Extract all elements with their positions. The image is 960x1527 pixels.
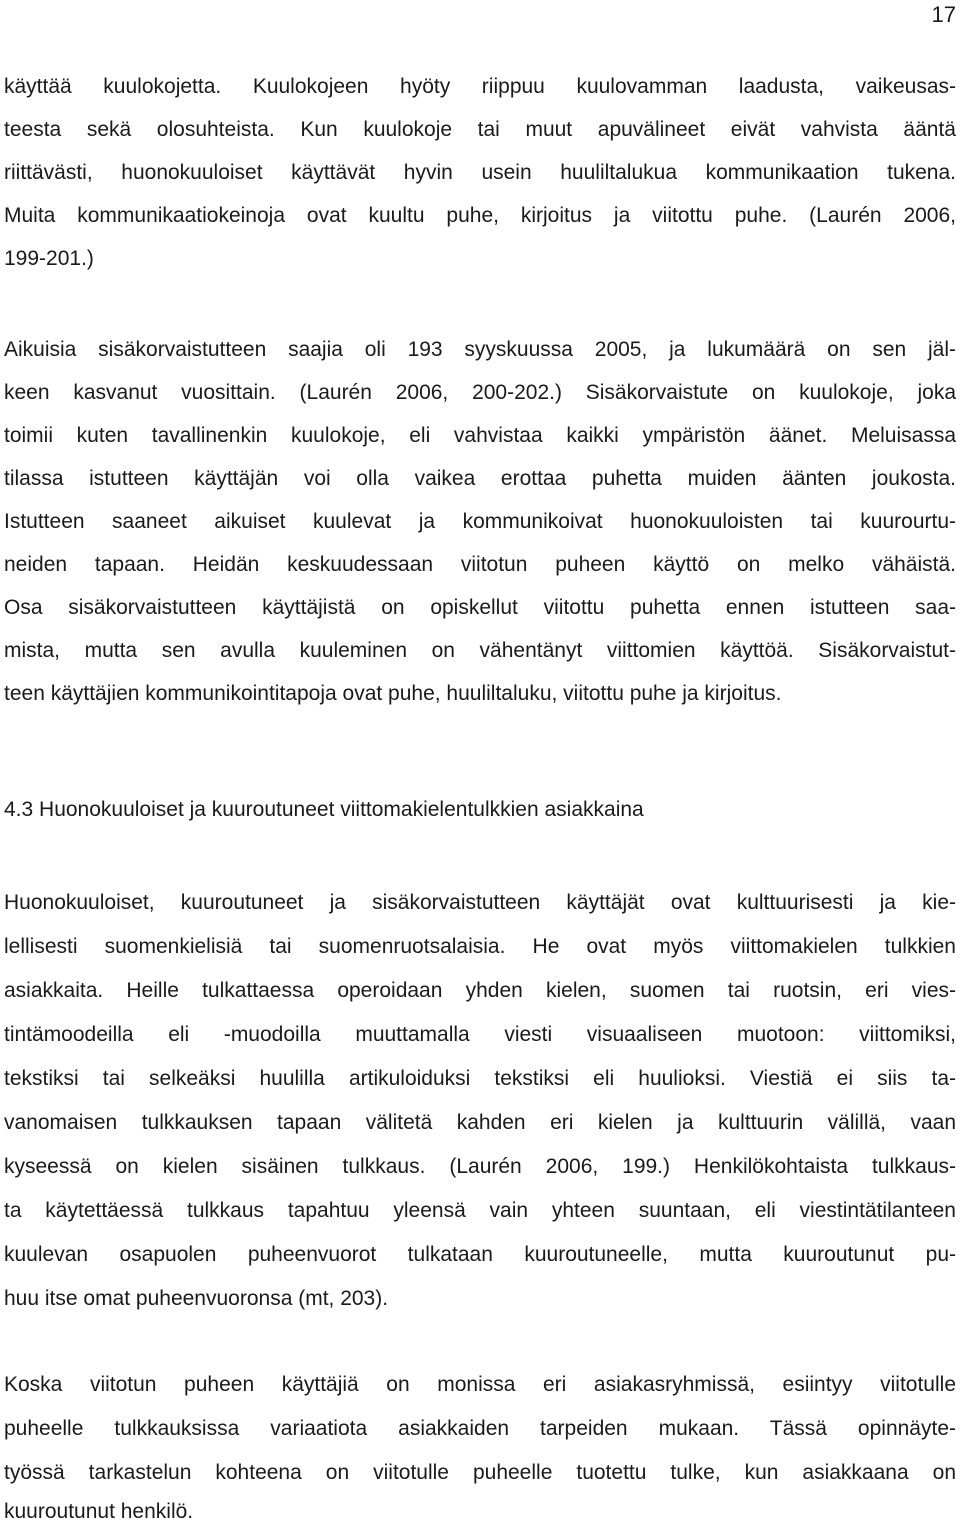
text-line: vanomaisen tulkkauksen tapaan välitetä kahden eri kielen ja kulttuurin välillä, vaan bbox=[4, 1111, 956, 1134]
text-line: asiakkaita. Heille tulkattaessa operoidaan yhden kielen, suomen tai ruotsin, eri vies- bbox=[4, 979, 956, 1002]
text-line: teen käyttäjien kommunikointitapoja ovat puhe, huuliltaluku, viitottu puhe ja kirjoitus. bbox=[4, 682, 782, 705]
text-line: mista, mutta sen avulla kuuleminen on vähentänyt viittomien käyttöä. Sisäkorvaistut- bbox=[4, 639, 956, 662]
text-line: Koska viitotun puheen käyttäjiä on monissa eri asiakasryhmissä, esiintyy viitotulle bbox=[4, 1373, 956, 1396]
text-line: tekstiksi tai selkeäksi huulilla artikuloiduksi tekstiksi eli huulioksi. Viestiä ei siis ta- bbox=[4, 1067, 956, 1090]
text-line: keen kasvanut vuosittain. (Laurén 2006, 200-202.) Sisäkorvaistute on kuulokoje, joka bbox=[4, 381, 956, 404]
text-line: työssä tarkastelun kohteena on viitotulle puheelle tuotettu tulke, kun asiakkaana on bbox=[4, 1461, 956, 1484]
text-line: puheelle tulkkauksissa variaatiota asiakkaiden tarpeiden mukaan. Tässä opinnäyte- bbox=[4, 1417, 956, 1440]
text-line: ta käytettäessä tulkkaus tapahtuu yleensä vain yhteen suuntaan, eli viestintätilanteen bbox=[4, 1199, 956, 1222]
text-line: kuuroutunut henkilö. bbox=[4, 1500, 194, 1523]
text-line: käyttää kuulokojetta. Kuulokojeen hyöty riippuu kuulovamman laadusta, vaikeusas- bbox=[4, 75, 956, 98]
section-heading: 4.3 Huonokuuloiset ja kuuroutuneet viittomakielentulkkien asiakkaina bbox=[4, 798, 644, 821]
text-line: Aikuisia sisäkorvaistutteen saajia oli 193 syyskuussa 2005, ja lukumäärä on sen jäl- bbox=[4, 338, 956, 361]
text-line: riittävästi, huonokuuloiset käyttävät hyvin usein huuliltalukua kommunikaation tukena. bbox=[4, 161, 956, 184]
text-line: 199-201.) bbox=[4, 247, 94, 270]
text-line: neiden tapaan. Heidän keskuudessaan viitotun puheen käyttö on melko vähäistä. bbox=[4, 553, 956, 576]
text-line: kyseessä on kielen sisäinen tulkkaus. (Laurén 2006, 199.) Henkilökohtaista tulkkaus- bbox=[4, 1155, 956, 1178]
text-line: Muita kommunikaatiokeinoja ovat kuultu puhe, kirjoitus ja viitottu puhe. (Laurén 2006, bbox=[4, 204, 956, 227]
text-line: teesta sekä olosuhteista. Kun kuulokoje tai muut apuvälineet eivät vahvista ääntä bbox=[4, 118, 956, 141]
text-line: Huonokuuloiset, kuuroutuneet ja sisäkorvaistutteen käyttäjät ovat kulttuurisesti ja kie- bbox=[4, 891, 956, 914]
text-line: tintämoodeilla eli -muodoilla muuttamalla viesti visuaaliseen muotoon: viittomiksi, bbox=[4, 1023, 956, 1046]
page-number: 17 bbox=[931, 2, 956, 27]
text-line: huu itse omat puheenvuoronsa (mt, 203). bbox=[4, 1287, 389, 1310]
text-line: lellisesti suomenkielisiä tai suomenruotsalaisia. He ovat myös viittomakielen tulkkien bbox=[4, 935, 956, 958]
text-line: Osa sisäkorvaistutteen käyttäjistä on opiskellut viitottu puhetta ennen istutteen saa- bbox=[4, 596, 956, 619]
text-line: kuulevan osapuolen puheenvuorot tulkataan kuuroutuneelle, mutta kuuroutunut pu- bbox=[4, 1243, 956, 1266]
text-line: toimii kuten tavallinenkin kuulokoje, eli vahvistaa kaikki ympäristön äänet. Meluisassa bbox=[4, 424, 956, 447]
text-line: tilassa istutteen käyttäjän voi olla vaikea erottaa puhetta muiden äänten joukosta. bbox=[4, 467, 956, 490]
text-line: Istutteen saaneet aikuiset kuulevat ja kommunikoivat huonokuuloisten tai kuurourtu- bbox=[4, 510, 956, 533]
